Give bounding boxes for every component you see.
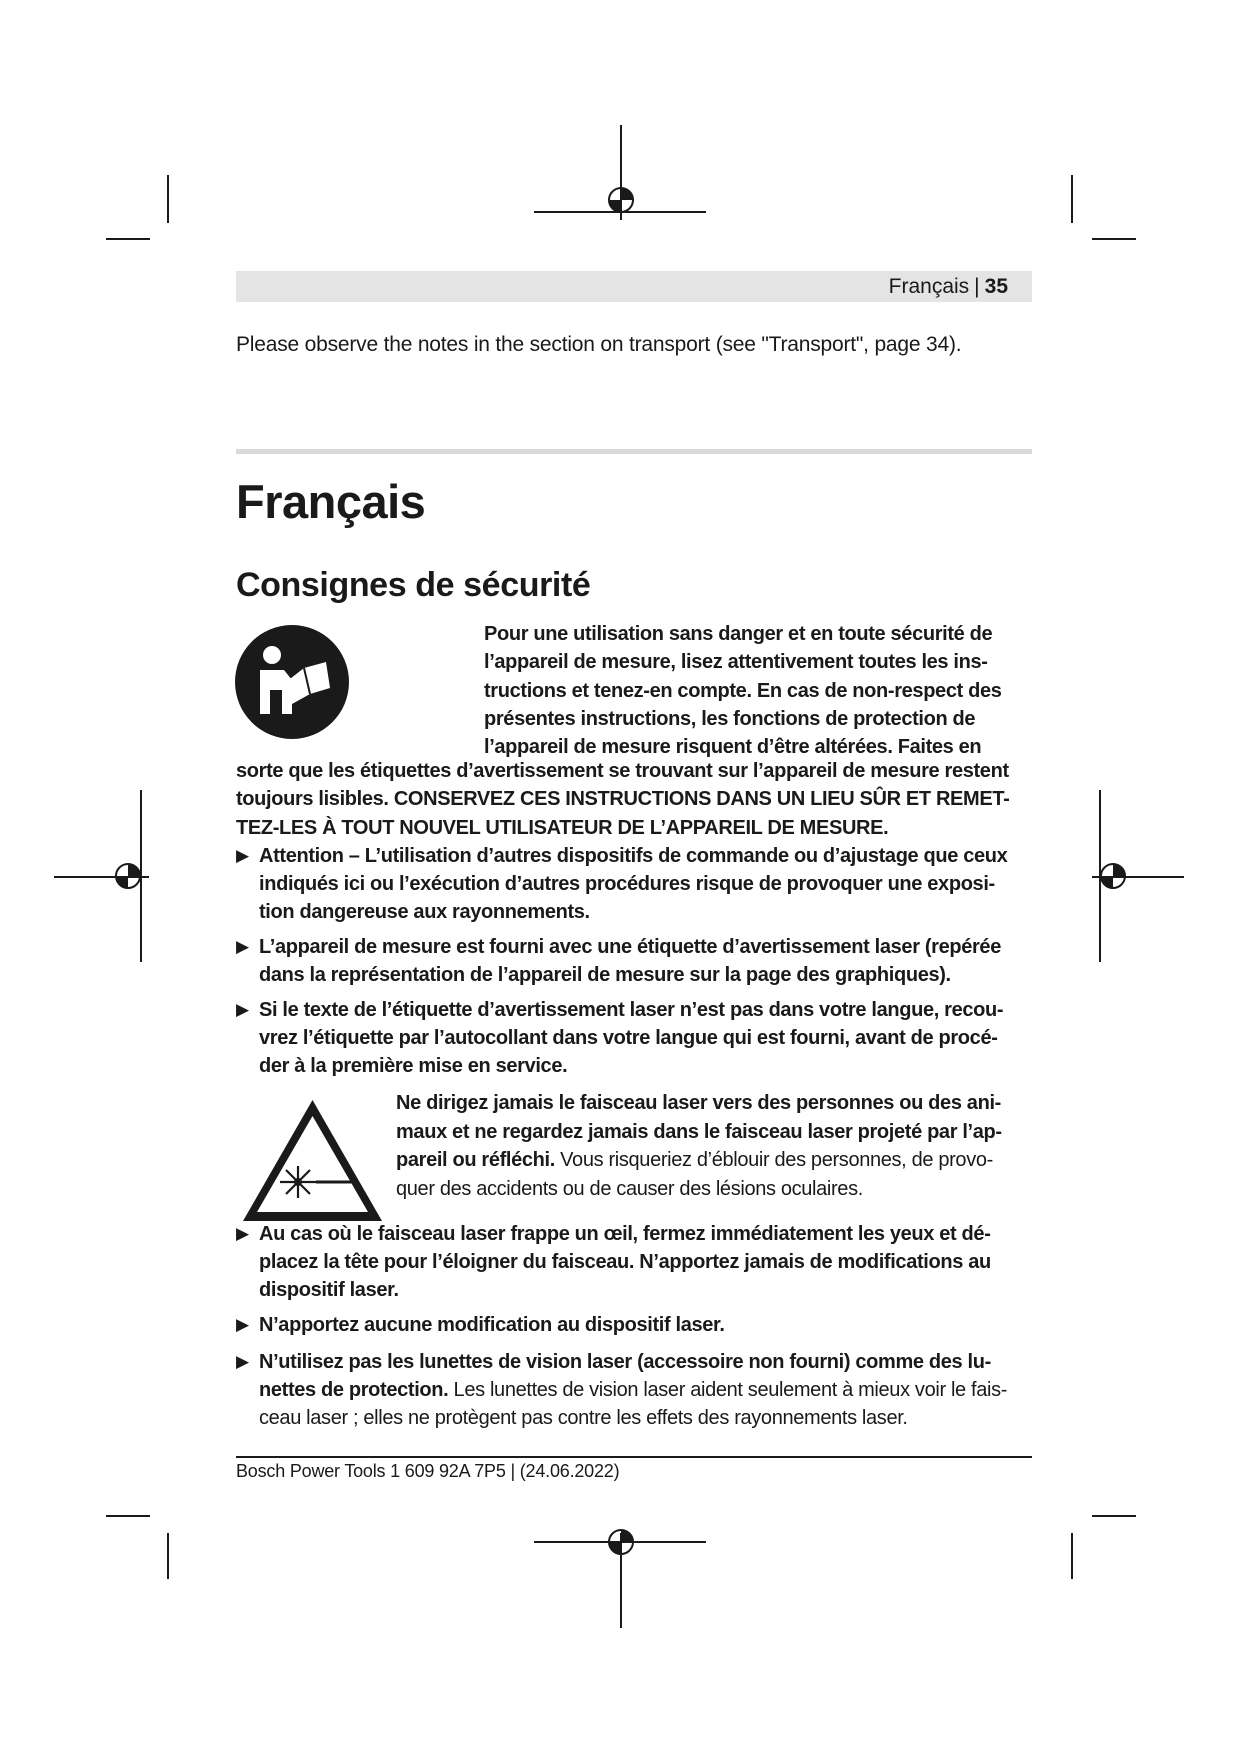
bullet-arrow-icon: ▶ bbox=[236, 1224, 249, 1243]
text-line: dispositif laser. bbox=[259, 1279, 399, 1301]
text-line: tructions et tenez-en compte. En cas de non-respect des bbox=[484, 679, 1002, 702]
read-manual-icon bbox=[234, 624, 350, 740]
text-line: Pour une utilisation sans danger et en toute sécurité de bbox=[484, 623, 993, 645]
text-line: vrez l’étiquette par l’autocollant dans votre langue qui est fourni, avant de procé- bbox=[259, 1027, 998, 1049]
laser-warning-icon bbox=[240, 1097, 385, 1225]
bold-run: pareil ou réfléchi. bbox=[396, 1149, 555, 1171]
bullet-arrow-icon: ▶ bbox=[236, 1000, 249, 1019]
bullet-arrow-icon: ▶ bbox=[236, 1352, 249, 1371]
bullet-arrow-icon: ▶ bbox=[236, 1315, 249, 1334]
footer: Bosch Power Tools 1 609 92A 7P5 | (24.06.2022) bbox=[236, 1461, 620, 1481]
running-header bbox=[236, 271, 1032, 302]
text-line: quer des accidents ou de causer des lésions oculaires. bbox=[396, 1177, 863, 1200]
registration-mark-icon bbox=[111, 859, 145, 893]
text-line: maux et ne regardez jamais dans le faisceau laser projeté par l’ap- bbox=[396, 1120, 1002, 1143]
normal-run: Vous risqueriez d’éblouir des personnes, de provo- bbox=[554, 1149, 993, 1171]
header-language: Français bbox=[888, 274, 970, 298]
bullet-arrow-icon: ▶ bbox=[236, 846, 249, 865]
text-line: Si le texte de l’étiquette d’avertissement laser n’est pas dans votre langue, recou- bbox=[259, 999, 1004, 1021]
text-line: l’appareil de mesure, lisez attentivement toutes les ins- bbox=[484, 651, 988, 674]
text-line: ceau laser ; elles ne protègent pas contre les effets des rayonnements laser. bbox=[259, 1407, 908, 1429]
laser-warning-text bbox=[396, 1089, 1016, 1203]
registration-mark-icon bbox=[1096, 859, 1130, 893]
text-line: l’appareil de mesure risquent d’être altérées. Faites en bbox=[484, 736, 982, 759]
text-line: Au cas où le faisceau laser frappe un œil, fermez immédiatement les yeux et dé- bbox=[259, 1223, 991, 1245]
language-title: Français bbox=[236, 475, 426, 528]
text-line: dans la représentation de l’appareil de mesure sur la page des graphiques). bbox=[259, 964, 951, 986]
bullet-arrow-icon: ▶ bbox=[236, 937, 249, 956]
safety-intro bbox=[484, 620, 1044, 761]
section-divider bbox=[236, 449, 1032, 454]
text-line: sorte que les étiquettes d’avertissement se trouvant sur l’appareil de mesure restent bbox=[236, 760, 1009, 782]
text-line bbox=[259, 1376, 1034, 1404]
text-line: L’appareil de mesure est fourni avec une étiquette d’avertissement laser (repérée bbox=[259, 936, 1001, 958]
text-line: indiqués ici ou l’exécution d’autres procédures risque de provoquer une exposi- bbox=[259, 873, 995, 895]
text-line: placez la tête pour l’éloigner du faisceau. N’apportez jamais de modifications au bbox=[259, 1251, 991, 1273]
text-line: N’apportez aucune modification au dispositif laser. bbox=[259, 1314, 725, 1336]
text-line: N’utilisez pas les lunettes de vision laser (accessoire non fourni) comme des lu- bbox=[259, 1351, 991, 1373]
text-line: tion dangereuse aux rayonnements. bbox=[259, 901, 590, 923]
bold-run: nettes de protection. bbox=[259, 1379, 449, 1401]
footer-rule bbox=[236, 1456, 1032, 1458]
intro-paragraph: Please observe the notes in the section on transport (see "Transport", page 34). bbox=[236, 333, 962, 356]
registration-mark-icon bbox=[604, 183, 638, 217]
header-separator: | bbox=[974, 274, 980, 298]
safety-intro-continued bbox=[236, 757, 1036, 842]
text-line: Ne dirigez jamais le faisceau laser vers des personnes ou des ani- bbox=[396, 1092, 1001, 1114]
text-line bbox=[396, 1146, 1016, 1175]
text-line: Attention – L’utilisation d’autres dispositifs de commande ou d’ajustage que ceux bbox=[259, 845, 1008, 867]
text-line: der à la première mise en service. bbox=[259, 1055, 568, 1077]
registration-mark-icon bbox=[604, 1525, 638, 1559]
text-line: présentes instructions, les fonctions de protection de bbox=[484, 707, 976, 730]
section-title: Consignes de sécurité bbox=[236, 566, 591, 604]
page-number: 35 bbox=[984, 274, 1008, 298]
text-line: toujours lisibles. CONSERVEZ CES INSTRUCTIONS DANS UN LIEU SÛR ET REMET- bbox=[236, 788, 1010, 811]
normal-run: Les lunettes de vision laser aident seulement à mieux voir le fais- bbox=[448, 1379, 1008, 1401]
text-line: TEZ-LES À TOUT NOUVEL UTILISATEUR DE L’APPAREIL DE MESURE. bbox=[236, 816, 889, 839]
